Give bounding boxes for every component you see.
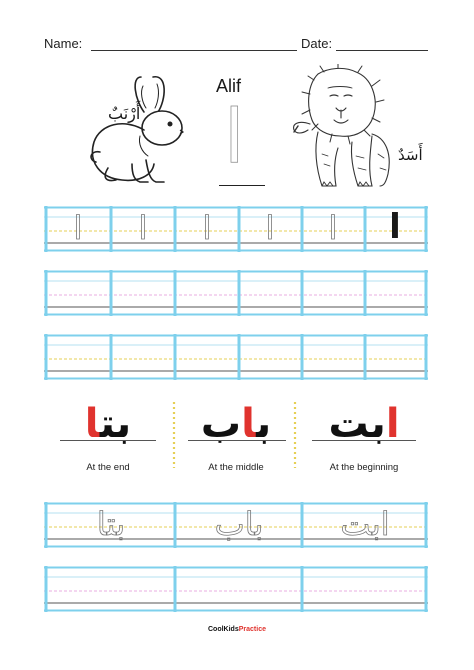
trace-cell[interactable]: ا [202,209,212,247]
practice-row-2[interactable] [44,270,428,316]
practice-row-3[interactable] [44,334,428,380]
trace-cell[interactable]: ا [265,209,275,247]
name-field[interactable] [91,50,297,51]
brand-footer: CoolKidsPractice [208,626,266,633]
trace-cell[interactable]: ا [138,209,148,247]
column-separator [172,402,176,468]
trace-word-beginning[interactable]: ابت [340,505,390,543]
lion-illustration [288,64,406,198]
letter-baseline [219,185,265,186]
example-word-beginning: ابت [328,401,400,447]
name-label: Name: [44,36,83,51]
date-field[interactable] [336,50,428,51]
column-separator [293,402,297,468]
lion-word: أَسَدٌ [398,146,423,164]
example-baseline [188,440,286,441]
example-baseline [312,440,416,441]
example-word-end: بتا [84,401,132,447]
date-label: Date: [301,36,333,51]
caption-beginning: At the beginning [329,462,399,473]
example-word-middle: باب [200,401,272,447]
trace-cell[interactable]: ا [73,209,83,247]
tracing-row-empty[interactable] [44,566,428,612]
caption-end: At the end [86,462,130,473]
example-baseline [60,440,156,441]
highlight-letter: ا [84,401,100,447]
trace-cell[interactable]: ا [328,209,338,247]
trace-word-end[interactable]: بتا [96,505,126,543]
practice-row-1 [44,206,428,252]
big-letter: ا [224,94,245,180]
letter-title: Alif [216,76,242,96]
tracing-row-words [44,502,428,548]
rabbit-word: أَرْنَبٌ [108,104,141,123]
caption-middle: At the middle [208,462,264,473]
trace-word-middle[interactable]: باب [214,505,264,543]
highlight-letter: ا [241,401,257,447]
solid-letter: ا [389,207,401,247]
highlight-letter: ا [385,401,400,447]
rabbit-illustration [80,72,188,190]
